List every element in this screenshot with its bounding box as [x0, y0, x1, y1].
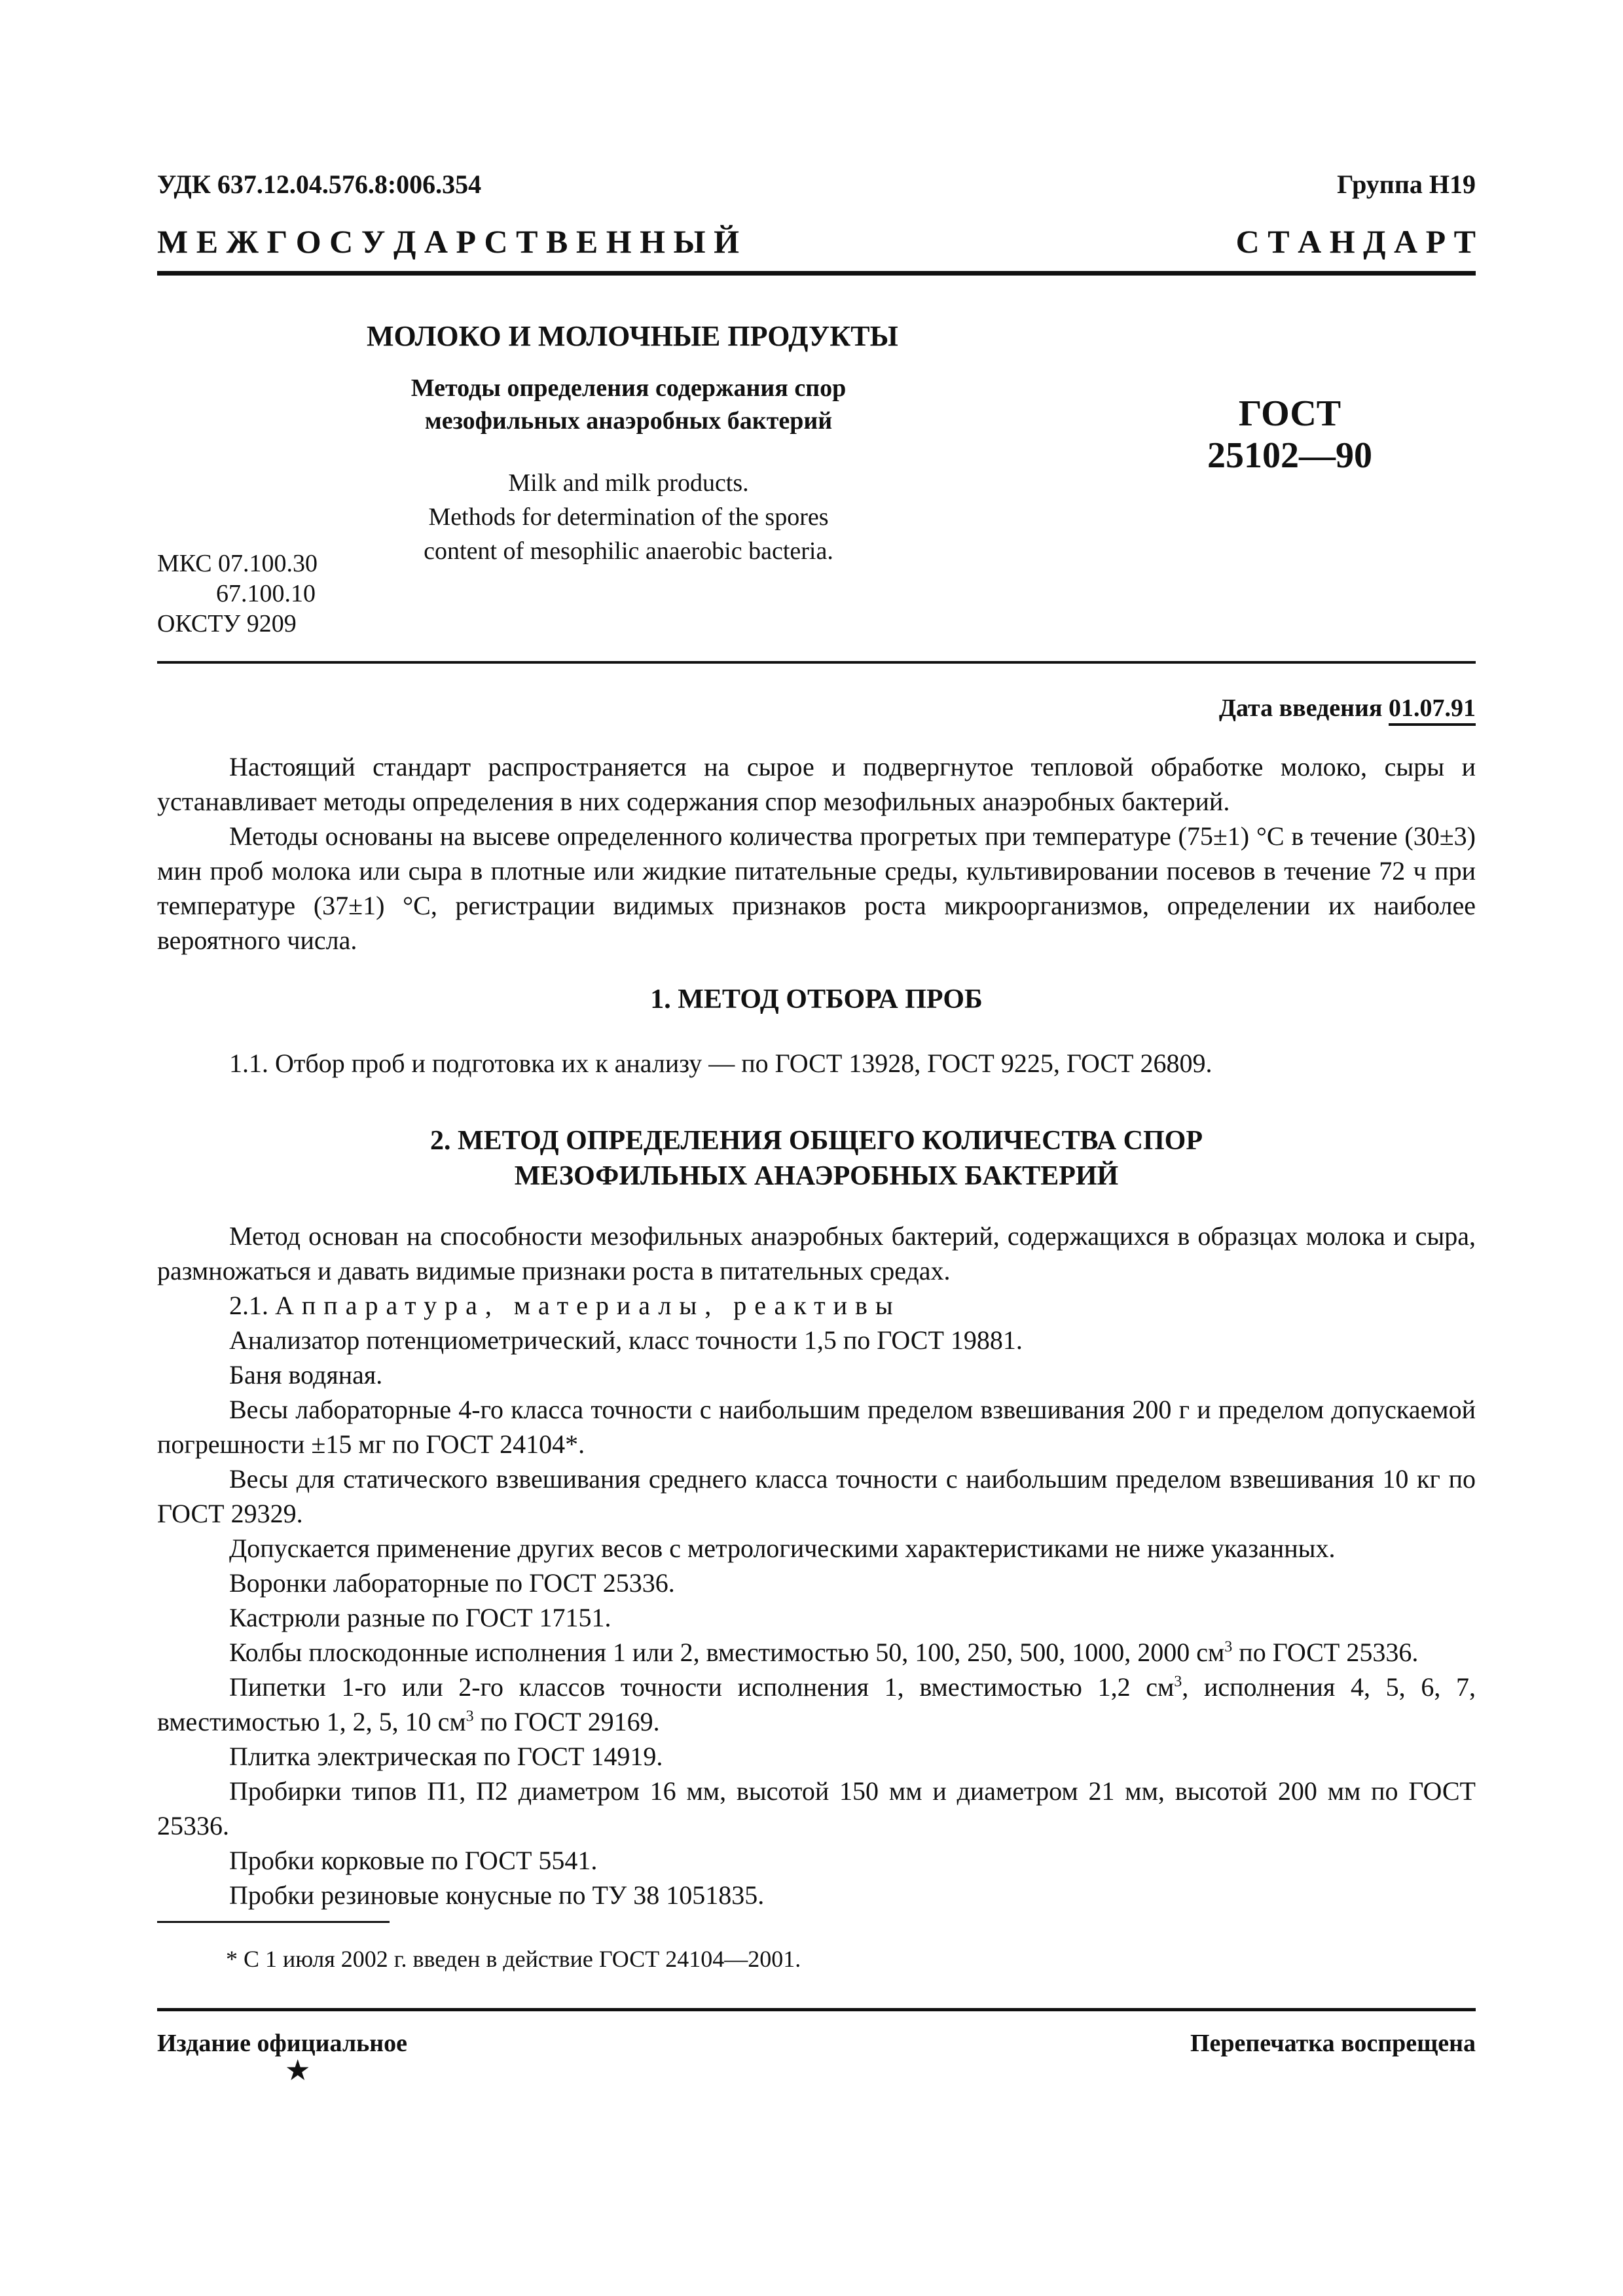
intro-date-label: Дата введения: [1218, 694, 1383, 722]
title-en-line-2: Methods for determination of the spores: [428, 503, 829, 531]
header-rule: [157, 271, 1476, 276]
title-main: МОЛОКО И МОЛОЧНЫЕ ПРОДУКТЫ: [367, 320, 898, 352]
banner-word-2: С Т А Н Д А Р Т: [1235, 223, 1476, 260]
group-code: Группа Н19: [1337, 170, 1476, 199]
subsection-2-1-title: [157, 1288, 1476, 1323]
gost-label: ГОСТ: [1238, 393, 1341, 434]
footnote-rule: [157, 1921, 390, 1923]
pipettes-text-b: , исполнения 4, 5, 6, 7, вместимостью 1, 2, 5, 10 см: [157, 1672, 1476, 1736]
standard-banner: [157, 223, 1476, 260]
section-2-heading-line-2: МЕЗОФИЛЬНЫХ АНАЭРОБНЫХ БАКТЕРИЙ: [514, 1161, 1119, 1191]
equipment-item: Допускается применение других весов с метрологическими характеристиками не ниже указанных.: [229, 1534, 1336, 1563]
equipment-item: Плитка электрическая по ГОСТ 14919.: [229, 1742, 663, 1771]
star-icon: ★: [285, 2054, 311, 2087]
superscript: 3: [465, 1708, 474, 1725]
gost-number: [1178, 393, 1401, 476]
equipment-item: Пробки корковые по ГОСТ 5541.: [229, 1846, 598, 1875]
footer-rule: [157, 2008, 1476, 2011]
intro-date-value: 01.07.91: [1389, 694, 1476, 726]
reprint-prohibited: Перепечатка воспрещена: [1190, 2030, 1476, 2057]
udk-code: УДК 637.12.04.576.8:006.354: [157, 170, 482, 199]
flasks-text-a: Колбы плоскодонные исполнения 1 или 2, вместимостью 50, 100, 250, 500, 1000, 2000 см: [229, 1638, 1225, 1667]
mks-code-2: 67.100.10: [216, 580, 316, 607]
section-2-intro: Метод основан на способности мезофильных анаэробных бактерий, содержащихся в образцах молока и сыра, размножаться и давать видимые признаки роста в питательных средах.: [157, 1221, 1476, 1285]
title-english: [380, 466, 877, 568]
subsection-title: Аппаратура, материалы, реактивы: [275, 1291, 901, 1320]
pipettes-text-c: по ГОСТ 29169.: [473, 1707, 660, 1736]
section-2-heading: [157, 1123, 1476, 1194]
intro-date: [1219, 694, 1476, 723]
section-1-paragraph: 1.1. Отбор проб и подготовка их к анализу — по ГОСТ 13928, ГОСТ 9225, ГОСТ 26809.: [229, 1049, 1213, 1078]
pipettes-text-a: Пипетки 1-го или 2-го классов точности исполнения 1, вместимостью 1,2 см: [229, 1672, 1175, 1702]
intro-paragraph-2: Методы основаны на высеве определенного количества прогретых при температуре (75±1) °С в течение (30±3) мин проб молока или сыра в плотные или жидкие питательные среды, культивировании посевов в течение 72 ч при температуре (37±1) °С, регистрации видимых признаков роста микроорганизмов, определении их наиболее вероятного числа.: [157, 821, 1476, 955]
equipment-item: Анализатор потенциометрический, класс точности 1,5 по ГОСТ 19881.: [229, 1325, 1023, 1355]
equipment-item: Воронки лабораторные по ГОСТ 25336.: [229, 1568, 675, 1598]
superscript: 3: [1224, 1638, 1233, 1656]
section-2-text: [157, 1219, 1476, 1912]
mks-code-1: МКС 07.100.30: [157, 550, 318, 577]
equipment-item-flasks: [157, 1635, 1476, 1670]
superscript: 3: [1174, 1673, 1182, 1691]
title-rule: [157, 661, 1476, 664]
banner-word-1: М Е Ж Г О С У Д А Р С Т В Е Н Н Ы Й: [157, 223, 739, 260]
equipment-item: Баня водяная.: [229, 1360, 383, 1390]
equipment-item: Пробки резиновые конусные по ТУ 38 1051835.: [229, 1880, 765, 1910]
title-sub-line-2: мезофильных анаэробных бактерий: [424, 407, 833, 435]
intro-paragraph-1: Настоящий стандарт распространяется на сырое и подвергнутое тепловой обработке молоко, сыры и устанавливает методы определения в них содержания спор мезофильных анаэробных бактерий.: [157, 752, 1476, 816]
title-en-line-3: content of mesophilic anaerobic bacteria.: [424, 537, 833, 565]
title-en-line-1: Milk and milk products.: [508, 469, 749, 497]
equipment-item: Весы лабораторные 4-го класса точности с наибольшим пределом взвешивания 200 г и пределом допускаемой погрешности ±15 мг по ГОСТ 24104*.: [157, 1395, 1476, 1459]
classification-codes: [157, 548, 318, 639]
equipment-item: Пробирки типов П1, П2 диаметром 16 мм, высотой 150 мм и диаметром 21 мм, высотой 200 мм по ГОСТ 25336.: [157, 1776, 1476, 1840]
equipment-item-pipettes: [157, 1670, 1476, 1739]
title-sub: [380, 372, 877, 437]
title-sub-line-1: Методы определения содержания спор: [410, 374, 847, 402]
flasks-text-b: по ГОСТ 25336.: [1232, 1638, 1419, 1667]
official-edition: Издание официальное: [157, 2030, 408, 2057]
footnote: * С 1 июля 2002 г. введен в действие ГОСТ 24104—2001.: [226, 1946, 801, 1972]
okstu-code: ОКСТУ 9209: [157, 610, 297, 637]
intro-text: [157, 749, 1476, 958]
section-1-text: [157, 1046, 1476, 1081]
equipment-item: Кастрюли разные по ГОСТ 17151.: [229, 1603, 611, 1632]
subsection-number: 2.1.: [229, 1291, 268, 1320]
gost-code: 25102—90: [1207, 435, 1372, 476]
section-2-heading-line-1: 2. МЕТОД ОПРЕДЕЛЕНИЯ ОБЩЕГО КОЛИЧЕСТВА СПОР: [430, 1126, 1203, 1156]
equipment-item: Весы для статического взвешивания среднего класса точности с наибольшим пределом взвешивания 10 кг по ГОСТ 29329.: [157, 1464, 1476, 1528]
section-1-heading: 1. МЕТОД ОТБОРА ПРОБ: [650, 984, 983, 1014]
